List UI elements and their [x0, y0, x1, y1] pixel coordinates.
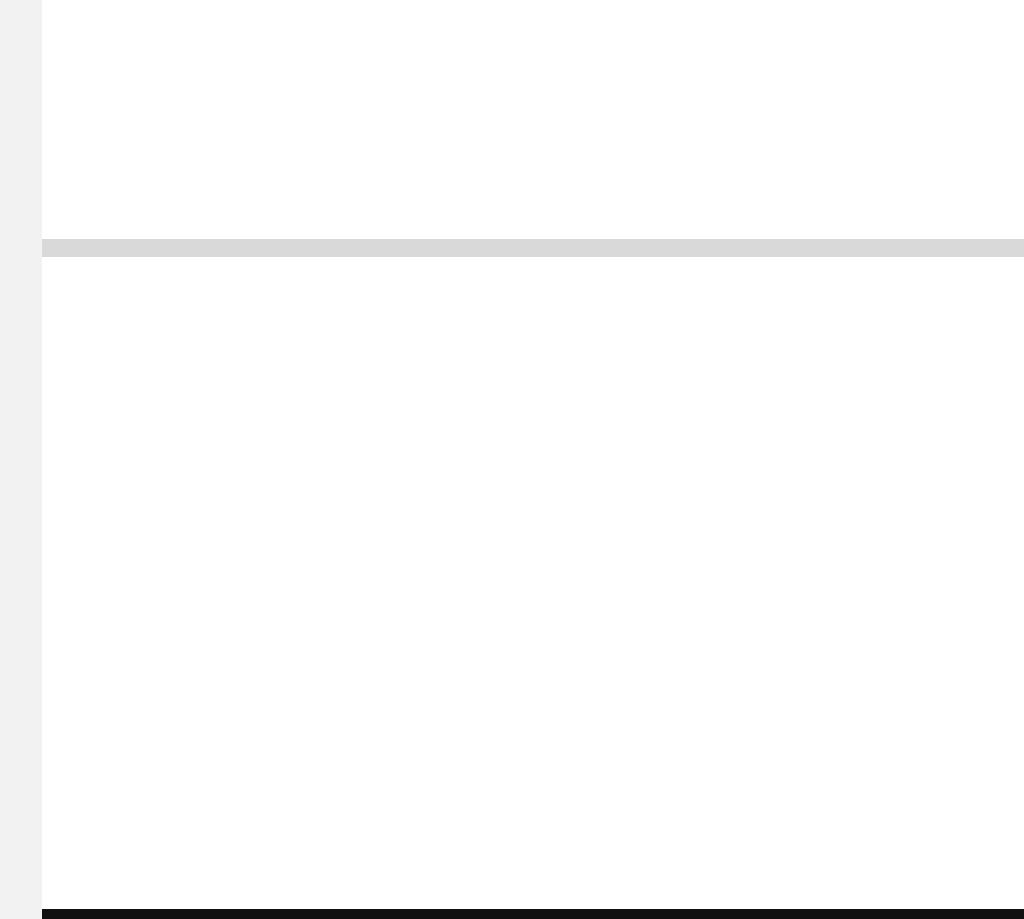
section-divider	[42, 239, 1024, 257]
bottom-bar	[42, 909, 1024, 919]
inspection-form	[42, 0, 1024, 919]
